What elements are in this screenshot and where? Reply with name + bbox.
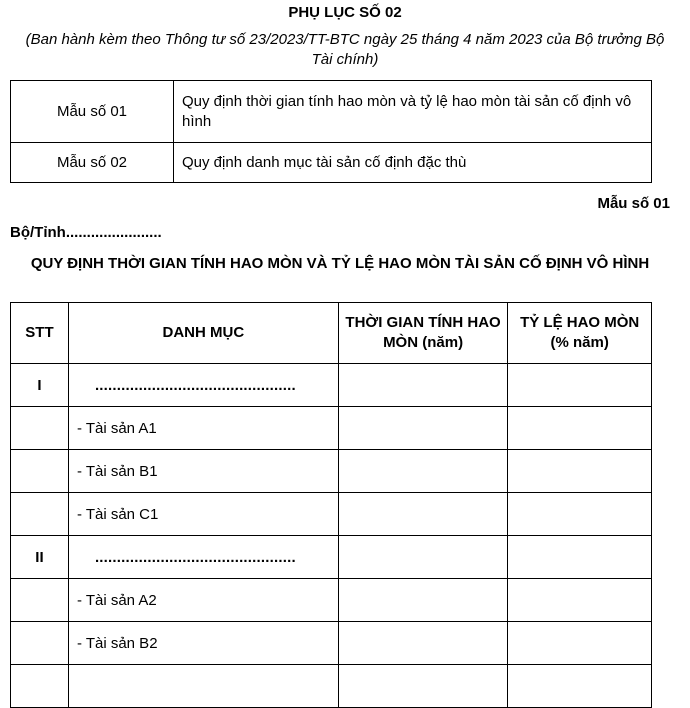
- cell-rate: [508, 450, 652, 493]
- table-row: [11, 665, 652, 708]
- cell-rate: [508, 364, 652, 407]
- cell-stt: [11, 579, 69, 622]
- form-row: [11, 143, 652, 183]
- issuance-note: (Ban hành kèm theo Thông tư số 23/2023/TT-BTC ngày 25 tháng 4 năm 2023 của Bộ trưởng Bộ Tài chính): [25, 31, 665, 68]
- form-code: Mẫu số 01: [11, 81, 174, 143]
- form-description: Quy định thời gian tính hao mòn và tỷ lệ hao mòn tài sản cố định vô hình: [174, 81, 652, 143]
- cell-category: - Tài sản C1: [68, 493, 338, 536]
- table-header-row: [11, 303, 652, 364]
- cell-category: [68, 665, 338, 708]
- cell-years: [338, 665, 508, 708]
- table-row: [11, 536, 652, 579]
- cell-category: - Tài sản A1: [68, 407, 338, 450]
- ministry-line: Bộ/Tỉnh.......................: [10, 224, 162, 241]
- cell-category: ..............................................: [68, 364, 338, 407]
- header-depreciation-years: THỜI GIAN TÍNH HAO MÒN (năm): [338, 303, 508, 364]
- cell-years: [338, 407, 508, 450]
- form-code: Mẫu số 02: [11, 143, 174, 183]
- forms-table: [10, 80, 652, 183]
- header-stt: STT: [11, 303, 69, 364]
- cell-years: [338, 579, 508, 622]
- form-label: Mẫu số 01: [597, 195, 670, 212]
- table-row: [11, 579, 652, 622]
- header-depreciation-rate: TỶ LỆ HAO MÒN (% năm): [508, 303, 652, 364]
- main-title: QUY ĐỊNH THỜI GIAN TÍNH HAO MÒN VÀ TỶ LỆ HAO MÒN TÀI SẢN CỐ ĐỊNH VÔ HÌNH: [30, 255, 650, 272]
- form-row: [11, 81, 652, 143]
- cell-category: ..............................................: [68, 536, 338, 579]
- cell-category: - Tài sản B1: [68, 450, 338, 493]
- cell-category: - Tài sản B2: [68, 622, 338, 665]
- header-category: DANH MỤC: [68, 303, 338, 364]
- cell-rate: [508, 665, 652, 708]
- cell-stt: [11, 622, 69, 665]
- table-row: [11, 450, 652, 493]
- depreciation-table: [10, 302, 652, 708]
- table-row: [11, 407, 652, 450]
- table-row: [11, 622, 652, 665]
- cell-years: [338, 450, 508, 493]
- cell-rate: [508, 493, 652, 536]
- cell-rate: [508, 622, 652, 665]
- cell-stt: I: [11, 364, 69, 407]
- cell-stt: [11, 493, 69, 536]
- cell-rate: [508, 536, 652, 579]
- table-row: [11, 493, 652, 536]
- cell-years: [338, 493, 508, 536]
- cell-years: [338, 364, 508, 407]
- form-description: Quy định danh mục tài sản cố định đặc thù: [174, 143, 652, 183]
- cell-stt: [11, 450, 69, 493]
- cell-rate: [508, 407, 652, 450]
- cell-stt: [11, 407, 69, 450]
- cell-stt: [11, 665, 69, 708]
- cell-years: [338, 536, 508, 579]
- cell-category: - Tài sản A2: [68, 579, 338, 622]
- cell-stt: II: [11, 536, 69, 579]
- table-row: [11, 364, 652, 407]
- appendix-title: PHỤ LỤC SỐ 02: [288, 4, 402, 21]
- cell-years: [338, 622, 508, 665]
- cell-rate: [508, 579, 652, 622]
